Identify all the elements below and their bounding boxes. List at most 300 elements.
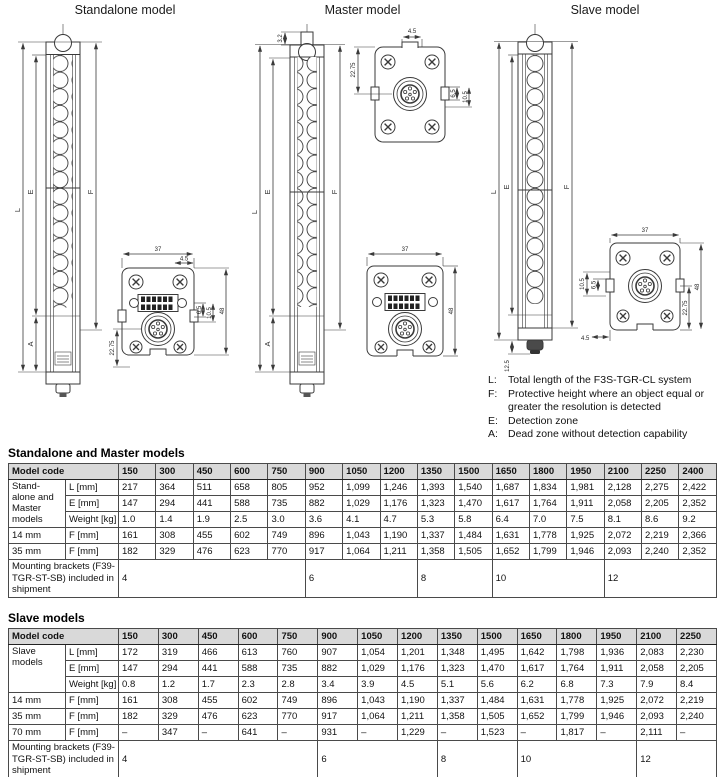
- table-cell: 1,190: [398, 693, 438, 709]
- table-cell: 1,337: [437, 693, 477, 709]
- table-cell: 2,240: [642, 544, 679, 560]
- dim-label-F: F: [330, 189, 339, 195]
- table-cell: 749: [268, 528, 305, 544]
- column-header: 1350: [437, 629, 477, 645]
- table-cell: 12: [637, 741, 717, 777]
- column-header: 450: [193, 464, 230, 480]
- table-cell: F [mm]: [66, 725, 119, 741]
- dim-48: 48: [220, 307, 226, 315]
- table-cell: 147: [119, 661, 159, 677]
- table-cell: –: [517, 725, 557, 741]
- column-header: 600: [238, 629, 278, 645]
- column-header: Model code: [9, 464, 119, 480]
- dim-6-5: 6.5: [591, 280, 598, 290]
- table-cell: 1,229: [398, 725, 438, 741]
- table-cell: 7.9: [637, 677, 677, 693]
- table-cell: 2,366: [679, 528, 717, 544]
- table-cell: –: [677, 725, 717, 741]
- table-cell: 2,083: [637, 645, 677, 661]
- table-cell: 1,631: [492, 528, 529, 544]
- dim-22-75: 22.75: [683, 300, 689, 316]
- column-header: 300: [158, 629, 198, 645]
- column-header: 750: [268, 464, 305, 480]
- table-cell: 308: [156, 528, 193, 544]
- table-cell: 1,523: [477, 725, 517, 741]
- table-cell: Slave models: [9, 645, 66, 693]
- column-header: 2400: [679, 464, 717, 480]
- table-cell: F [mm]: [66, 709, 119, 725]
- table-cell: 2,111: [637, 725, 677, 741]
- table-cell: 3.6: [305, 512, 342, 528]
- table-cell: 1,778: [557, 693, 597, 709]
- table-cell: 1,617: [492, 496, 529, 512]
- table-cell: 2,128: [604, 480, 641, 496]
- dim-label-E: E: [263, 189, 272, 195]
- standalone-title: Standalone model: [74, 3, 176, 17]
- table-cell: 1,911: [567, 496, 604, 512]
- table-cell: 1.9: [193, 512, 230, 528]
- table-cell: 1,642: [517, 645, 557, 661]
- table-cell: –: [278, 725, 318, 741]
- table-cell: 1.4: [156, 512, 193, 528]
- table-cell: 1,348: [437, 645, 477, 661]
- table-cell: 1,505: [477, 709, 517, 725]
- column-header: 1200: [380, 464, 417, 480]
- table-row: [9, 725, 717, 741]
- slave-title: Slave model: [570, 3, 640, 17]
- table-cell: L [mm]: [66, 480, 119, 496]
- table-cell: 1,946: [597, 709, 637, 725]
- column-header: 2100: [637, 629, 677, 645]
- table-row: [9, 741, 717, 777]
- column-header: 1650: [492, 464, 529, 480]
- table-cell: 1,981: [567, 480, 604, 496]
- table-cell: 2,205: [642, 496, 679, 512]
- table-cell: 735: [268, 496, 305, 512]
- table-cell: 3.0: [268, 512, 305, 528]
- column-header: 2250: [642, 464, 679, 480]
- table-cell: 35 mm: [9, 544, 66, 560]
- table-row: [9, 480, 717, 496]
- legend-key: A:: [488, 428, 498, 440]
- table-cell: 1,799: [557, 709, 597, 725]
- table-cell: 9.2: [679, 512, 717, 528]
- table-cell: 3.9: [358, 677, 398, 693]
- column-header: Model code: [9, 629, 119, 645]
- table-cell: 455: [193, 528, 230, 544]
- dim-22-75: 22.75: [110, 340, 116, 356]
- table-cell: –: [437, 725, 477, 741]
- table-cell: 161: [119, 693, 159, 709]
- table-cell: 2,093: [637, 709, 677, 725]
- dim-label-L: L: [250, 209, 259, 215]
- table-cell: 4.7: [380, 512, 417, 528]
- table-cell: 5.8: [455, 512, 492, 528]
- column-header: 2100: [604, 464, 641, 480]
- column-header: 1950: [597, 629, 637, 645]
- table-cell: 1,470: [477, 661, 517, 677]
- slave-table: [8, 628, 717, 777]
- column-header: 1950: [567, 464, 604, 480]
- dim-6-5: 6.5: [197, 305, 203, 315]
- table-row: [9, 528, 717, 544]
- legend-key: F:: [488, 387, 498, 400]
- table-cell: E [mm]: [66, 661, 119, 677]
- table-cell: 1,211: [380, 544, 417, 560]
- table-cell: 1,495: [477, 645, 517, 661]
- column-header: 450: [198, 629, 238, 645]
- table-cell: F [mm]: [66, 528, 119, 544]
- table-cell: 511: [193, 480, 230, 496]
- table-cell: 3.4: [318, 677, 358, 693]
- table-cell: 588: [231, 496, 268, 512]
- table-row: [9, 560, 717, 598]
- table-cell: 364: [156, 480, 193, 496]
- table-cell: 8.4: [677, 677, 717, 693]
- table-cell: 1,246: [380, 480, 417, 496]
- table-cell: 805: [268, 480, 305, 496]
- table-cell: 329: [156, 544, 193, 560]
- table-cell: 907: [318, 645, 358, 661]
- table-cell: 5.6: [477, 677, 517, 693]
- table-cell: 2,058: [637, 661, 677, 677]
- dim-4-5: 4.5: [179, 256, 189, 263]
- table-cell: 1,337: [417, 528, 454, 544]
- table-cell: –: [198, 725, 238, 741]
- header-row: [9, 629, 717, 645]
- header-row: [9, 464, 717, 480]
- table-cell: 2.8: [278, 677, 318, 693]
- table-cell: 329: [158, 709, 198, 725]
- table-row: [9, 645, 717, 661]
- table-cell: 4.1: [343, 512, 380, 528]
- table-cell: 602: [231, 528, 268, 544]
- table-cell: –: [597, 725, 637, 741]
- table-cell: 14 mm: [9, 528, 66, 544]
- table-cell: Mounting brackets (F39-TGR-ST-SB) included in shipment: [9, 741, 119, 777]
- table-cell: 294: [158, 661, 198, 677]
- table-cell: 2.5: [231, 512, 268, 528]
- table-cell: 1,817: [557, 725, 597, 741]
- table-cell: 2,230: [677, 645, 717, 661]
- table-cell: 1,064: [343, 544, 380, 560]
- table-cell: 1,043: [358, 693, 398, 709]
- column-header: 300: [156, 464, 193, 480]
- table-cell: 441: [193, 496, 230, 512]
- dim-label-A: A: [263, 341, 272, 347]
- table-cell: 1,029: [343, 496, 380, 512]
- table-cell: 8: [437, 741, 517, 777]
- standalone-master-table-section: [8, 446, 718, 598]
- table-cell: 35 mm: [9, 709, 66, 725]
- table-cell: 5.3: [417, 512, 454, 528]
- table-cell: Weight [kg]: [66, 677, 119, 693]
- column-header: 900: [318, 629, 358, 645]
- dim-label-E: E: [502, 184, 511, 190]
- table-cell: 70 mm: [9, 725, 66, 741]
- table-cell: 749: [278, 693, 318, 709]
- table-cell: 760: [278, 645, 318, 661]
- table-cell: F [mm]: [66, 693, 119, 709]
- table-cell: 6.2: [517, 677, 557, 693]
- table-cell: 1,764: [557, 661, 597, 677]
- table-cell: 658: [231, 480, 268, 496]
- table-cell: 161: [119, 528, 156, 544]
- table-row: [9, 677, 717, 693]
- table-cell: 641: [238, 725, 278, 741]
- table-cell: –: [358, 725, 398, 741]
- table-cell: 1,054: [358, 645, 398, 661]
- table-cell: 5.1: [437, 677, 477, 693]
- table-cell: 1,631: [517, 693, 557, 709]
- table-cell: 1,190: [380, 528, 417, 544]
- table-cell: 1,064: [358, 709, 398, 725]
- dim-label-F: F: [86, 189, 95, 195]
- table-cell: 623: [238, 709, 278, 725]
- table-cell: 2,093: [604, 544, 641, 560]
- table-row: [9, 544, 717, 560]
- table-cell: 1,393: [417, 480, 454, 496]
- table-cell: 1.2: [158, 677, 198, 693]
- dim-37: 37: [641, 228, 649, 234]
- table-cell: 6.8: [557, 677, 597, 693]
- table-cell: E [mm]: [66, 496, 119, 512]
- column-header: 750: [278, 629, 318, 645]
- column-header: 1800: [529, 464, 566, 480]
- table-cell: 6: [305, 560, 417, 598]
- table-cell: 602: [238, 693, 278, 709]
- dim-label-L: L: [489, 189, 498, 195]
- table-cell: 294: [156, 496, 193, 512]
- table-cell: 1,911: [597, 661, 637, 677]
- table-cell: 588: [238, 661, 278, 677]
- table-cell: 896: [318, 693, 358, 709]
- table-cell: 1,652: [492, 544, 529, 560]
- table-cell: 2.3: [238, 677, 278, 693]
- dim-label-L: L: [13, 207, 22, 213]
- table-cell: 6.4: [492, 512, 529, 528]
- column-header: 1650: [517, 629, 557, 645]
- table-cell: 1,323: [437, 661, 477, 677]
- dim-4-5: 4.5: [581, 336, 590, 342]
- table-cell: 2,422: [679, 480, 717, 496]
- table-cell: 12: [604, 560, 716, 598]
- table-cell: 6: [318, 741, 438, 777]
- table-cell: 1.0: [119, 512, 156, 528]
- column-header: 1800: [557, 629, 597, 645]
- column-header: 1200: [398, 629, 438, 645]
- table-cell: 1,617: [517, 661, 557, 677]
- table-cell: 1,652: [517, 709, 557, 725]
- table-cell: 1,687: [492, 480, 529, 496]
- table-cell: 1,201: [398, 645, 438, 661]
- table-cell: 8: [417, 560, 492, 598]
- table-row: [9, 693, 717, 709]
- table-cell: 2,219: [677, 693, 717, 709]
- table-cell: 882: [305, 496, 342, 512]
- table-cell: 1,484: [455, 528, 492, 544]
- column-header: 1500: [455, 464, 492, 480]
- table-row: [9, 661, 717, 677]
- table-cell: 1,834: [529, 480, 566, 496]
- table-cell: 1,936: [597, 645, 637, 661]
- column-header: 150: [119, 629, 159, 645]
- table-row: [9, 512, 717, 528]
- dim-37: 37: [401, 247, 409, 253]
- column-header: 1500: [477, 629, 517, 645]
- table-cell: 1,778: [529, 528, 566, 544]
- dim-label-F: F: [562, 184, 571, 190]
- legend-text: Detection zone: [508, 414, 579, 427]
- table-cell: 2,352: [679, 496, 717, 512]
- table-cell: 1,358: [437, 709, 477, 725]
- table-cell: 1,540: [455, 480, 492, 496]
- column-header: 1350: [417, 464, 454, 480]
- table-cell: 1,470: [455, 496, 492, 512]
- table-cell: 1,211: [398, 709, 438, 725]
- table-cell: –: [119, 725, 159, 741]
- dim-label-A: A: [26, 341, 35, 347]
- table-cell: 347: [158, 725, 198, 741]
- master-title: Master model: [324, 3, 401, 17]
- table-cell: 1,358: [417, 544, 454, 560]
- table-cell: 217: [119, 480, 156, 496]
- table-cell: 2,352: [679, 544, 717, 560]
- table-cell: 931: [318, 725, 358, 741]
- table-cell: 613: [238, 645, 278, 661]
- legend-key: E:: [488, 414, 498, 427]
- table-cell: 476: [193, 544, 230, 560]
- dim-12-5: 12.5: [505, 360, 511, 372]
- table-cell: 1,925: [567, 528, 604, 544]
- dim-3-2: 3.2: [278, 34, 284, 43]
- table-cell: 2,205: [677, 661, 717, 677]
- table-cell: 4: [119, 741, 318, 777]
- table-cell: 319: [158, 645, 198, 661]
- table-cell: 1,484: [477, 693, 517, 709]
- table-cell: Mounting brackets (F39-TGR-ST-SB) included in shipment: [9, 560, 119, 598]
- dim-10-5: 10.5: [207, 307, 213, 319]
- master-diagram: [245, 22, 480, 442]
- table-cell: 14 mm: [9, 693, 66, 709]
- column-header: 150: [119, 464, 156, 480]
- table-cell: 10: [517, 741, 637, 777]
- dim-48: 48: [695, 283, 701, 291]
- table-cell: 147: [119, 496, 156, 512]
- dim-37: 37: [154, 247, 162, 253]
- table-cell: 2,058: [604, 496, 641, 512]
- table-row: [9, 496, 717, 512]
- table-cell: 882: [318, 661, 358, 677]
- table-cell: 623: [231, 544, 268, 560]
- table-cell: 1,029: [358, 661, 398, 677]
- table-cell: 1,925: [597, 693, 637, 709]
- table-cell: 172: [119, 645, 159, 661]
- table-cell: Weight [kg]: [66, 512, 119, 528]
- table-cell: 7.0: [529, 512, 566, 528]
- dim-10-5: 10.5: [580, 278, 586, 290]
- dim-label-E: E: [26, 189, 35, 195]
- table-cell: 4: [119, 560, 306, 598]
- table-cell: F [mm]: [66, 544, 119, 560]
- column-header: 1050: [358, 629, 398, 645]
- table-cell: 1,043: [343, 528, 380, 544]
- legend-row: [488, 388, 722, 415]
- standalone-diagram: [10, 22, 240, 442]
- table-cell: 735: [278, 661, 318, 677]
- dim-48: 48: [449, 307, 455, 315]
- legend-row: [488, 428, 722, 442]
- column-header: 900: [305, 464, 342, 480]
- table-cell: 182: [119, 709, 159, 725]
- table-cell: 8.1: [604, 512, 641, 528]
- table-cell: 1,099: [343, 480, 380, 496]
- table-cell: 1,505: [455, 544, 492, 560]
- legend-text: Dead zone without detection capability: [508, 428, 688, 440]
- table-cell: 1,798: [557, 645, 597, 661]
- column-header: 2250: [677, 629, 717, 645]
- table-cell: 455: [198, 693, 238, 709]
- table-cell: 0.8: [119, 677, 159, 693]
- table-cell: 308: [158, 693, 198, 709]
- legend-text: Protective height where an object equal or greater the resolution is detected: [508, 387, 705, 413]
- dim-4-5: 4.5: [407, 29, 417, 35]
- table-cell: 952: [305, 480, 342, 496]
- slave-table-section: [8, 611, 718, 777]
- table-cell: 8.6: [642, 512, 679, 528]
- table-cell: 466: [198, 645, 238, 661]
- legend-text: Total length of the F3S-TGR-CL system: [508, 374, 692, 386]
- column-header: 600: [231, 464, 268, 480]
- table-cell: Stand-alone and Master models: [9, 480, 66, 528]
- standalone-master-table: [8, 463, 717, 598]
- table-cell: 770: [268, 544, 305, 560]
- table-cell: 1,323: [417, 496, 454, 512]
- legend-row: [488, 374, 722, 388]
- table-cell: 1,176: [398, 661, 438, 677]
- table-cell: 1,946: [567, 544, 604, 560]
- table-cell: 917: [305, 544, 342, 560]
- table-row: [9, 709, 717, 725]
- table-cell: 1,176: [380, 496, 417, 512]
- table-cell: L [mm]: [66, 645, 119, 661]
- table-cell: 2,072: [604, 528, 641, 544]
- dim-22-75: 22.75: [351, 62, 357, 78]
- table-cell: 917: [318, 709, 358, 725]
- table-title: Standalone and Master models: [8, 446, 185, 460]
- dim-6-5: 6.5: [451, 89, 457, 98]
- dim-10-5: 10.5: [463, 91, 469, 103]
- table-cell: 7.5: [567, 512, 604, 528]
- table-cell: 2,275: [642, 480, 679, 496]
- legend-key: L:: [488, 374, 497, 386]
- legend-row: [488, 415, 722, 429]
- table-cell: 1.7: [198, 677, 238, 693]
- table-cell: 4.5: [398, 677, 438, 693]
- table-cell: 2,240: [677, 709, 717, 725]
- table-cell: 1,764: [529, 496, 566, 512]
- table-cell: 7.3: [597, 677, 637, 693]
- table-title: Slave models: [8, 611, 85, 625]
- table-cell: 770: [278, 709, 318, 725]
- table-cell: 182: [119, 544, 156, 560]
- table-cell: 441: [198, 661, 238, 677]
- table-cell: 2,072: [637, 693, 677, 709]
- table-cell: 1,799: [529, 544, 566, 560]
- table-cell: 2,219: [642, 528, 679, 544]
- dimension-legend: [488, 374, 722, 442]
- table-cell: 476: [198, 709, 238, 725]
